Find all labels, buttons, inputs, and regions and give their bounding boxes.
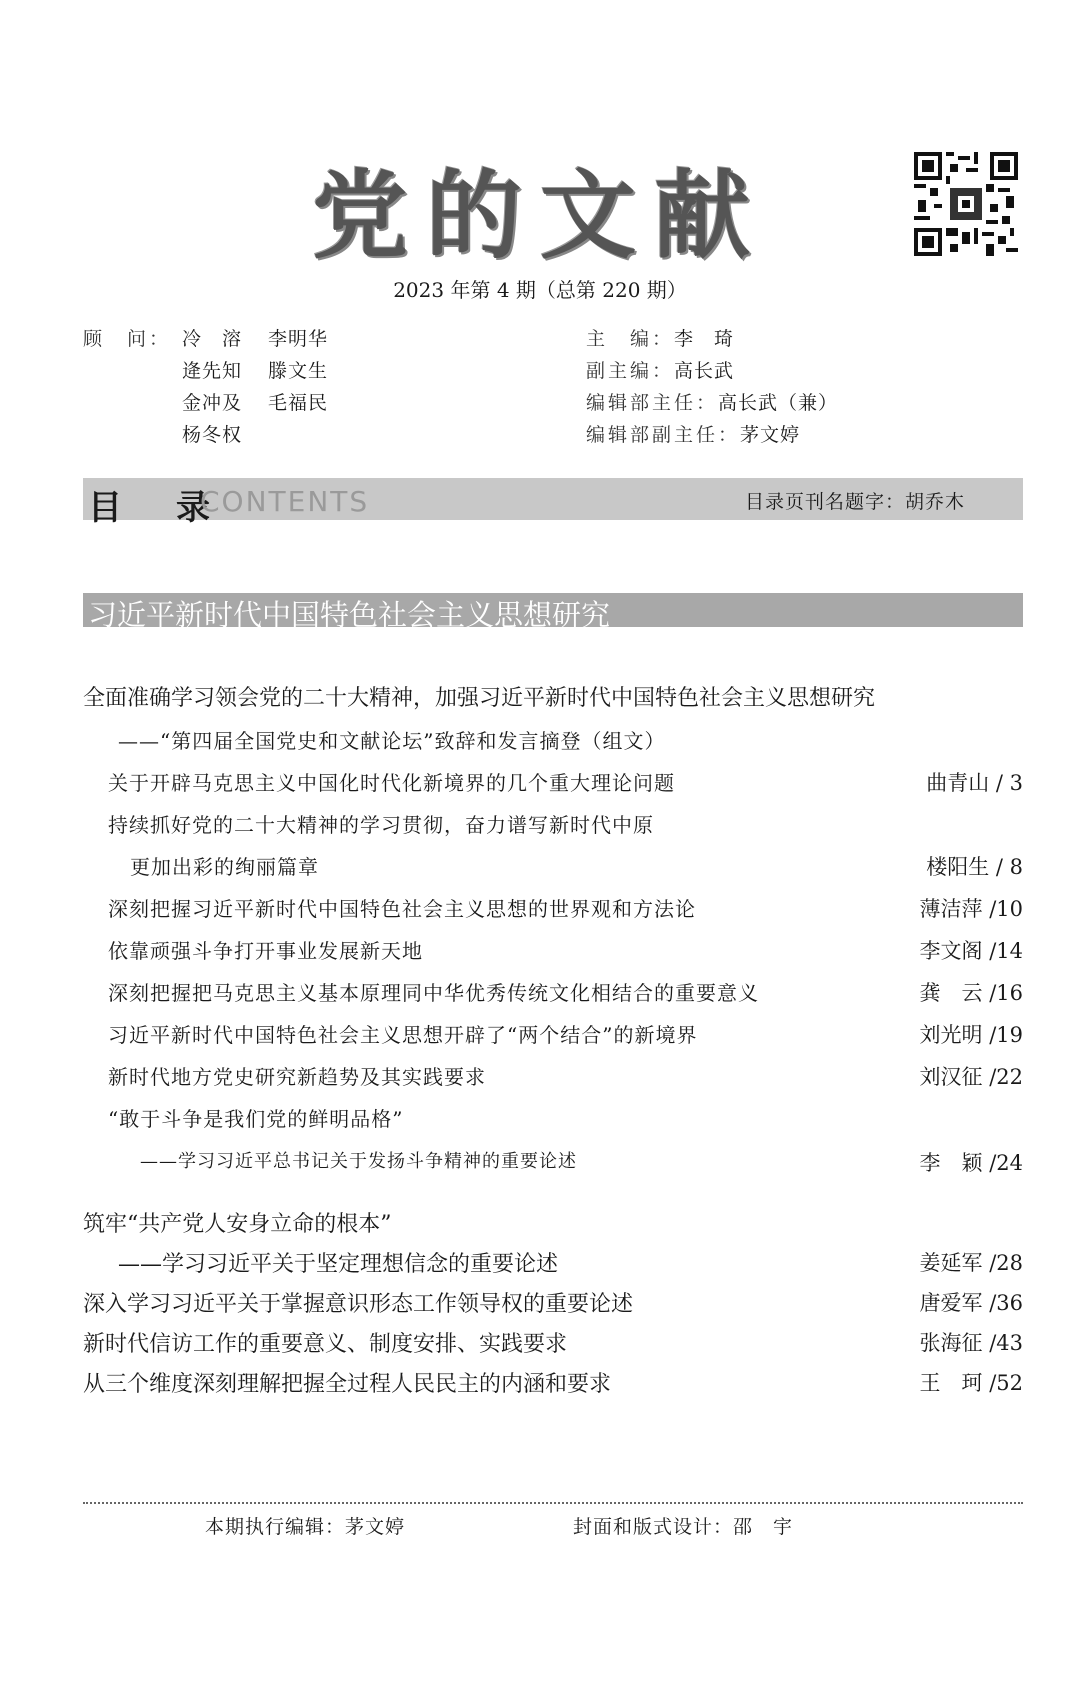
toc-title-en: CONTENTS <box>200 485 370 518</box>
toc-entry-title: 持续抓好党的二十大精神的学习贯彻，奋力谱写新时代中原 <box>108 813 654 837</box>
article-title: 从三个维度深刻理解把握全过程人民民主的内涵和要求 <box>83 1372 612 1397</box>
toc-entry-title: 依靠顽强斗争打开事业发展新天地 <box>108 939 423 963</box>
deputy-editor: 副主编：高长武 <box>586 360 735 382</box>
toc-entry-subtitle: ——学习习近平总书记关于发扬斗争精神的重要论述 <box>140 1151 577 1172</box>
toc-entry-title: “敢于斗争是我们党的鲜明品格” <box>108 1107 404 1131</box>
dept-director: 编辑部主任：高长武（兼） <box>586 392 839 414</box>
section-title: 习近平新时代中国特色社会主义思想研究 <box>88 598 611 632</box>
advisor-name: 滕文生 <box>268 360 329 382</box>
advisor-name: 冷 溶 <box>182 328 243 350</box>
toc-entry-title: 关于开辟马克思主义中国化时代化新境界的几个重大理论问题 <box>108 771 675 795</box>
advisors-label: 顾 问： <box>83 328 172 350</box>
exec-editor: 本期执行编辑：茅文婷 <box>205 1516 406 1538</box>
footer-divider <box>83 1502 1023 1504</box>
article-subtitle: ——学习习近平关于坚定理想信念的重要论述 <box>118 1252 559 1277</box>
toc-entry-author: 楼阳生 / 8 <box>926 855 1023 879</box>
toc-entry-title: 新时代地方党史研究新趋势及其实践要求 <box>108 1065 486 1089</box>
toc-entry-title: 更加出彩的绚丽篇章 <box>130 855 319 879</box>
article-author: 王 珂 /52 <box>919 1371 1023 1395</box>
design-credit: 封面和版式设计：邵 宇 <box>573 1516 794 1538</box>
toc-entry-author: 薄洁萍 /10 <box>919 897 1023 921</box>
qr-code-icon <box>914 152 1018 256</box>
toc-entry-author: 李 颖 /24 <box>919 1151 1023 1175</box>
advisor-name: 逄先知 <box>182 360 243 382</box>
article-author: 唐爱军 /36 <box>919 1291 1023 1315</box>
calligraphy-credit: 目录页刊名题字：胡乔木 <box>745 491 966 513</box>
advisor-name: 李明华 <box>268 328 329 350</box>
toc-entry-title: 深刻把握习近平新时代中国特色社会主义思想的世界观和方法论 <box>108 897 696 921</box>
issue-number: 2023 年第 4 期（总第 220 期） <box>393 278 687 302</box>
toc-entry-title: 深刻把握把马克思主义基本原理同中华优秀传统文化相结合的重要意义 <box>108 981 759 1005</box>
dept-deputy-director: 编辑部副主任：茅文婷 <box>586 424 801 446</box>
advisor-name: 杨冬权 <box>182 424 243 446</box>
journal-title: 党的文献 <box>312 159 768 272</box>
toc-entry-author: 曲青山 / 3 <box>926 771 1023 795</box>
advisor-name: 毛福民 <box>268 392 329 414</box>
toc-entry-author: 刘汉征 /22 <box>919 1065 1023 1089</box>
toc-entry-author: 刘光明 /19 <box>919 1023 1023 1047</box>
lead-article-title: 全面准确学习领会党的二十大精神，加强习近平新时代中国特色社会主义思想研究 <box>83 686 876 711</box>
article-title: 新时代信访工作的重要意义、制度安排、实践要求 <box>83 1332 568 1357</box>
chief-editor: 主 编：李 琦 <box>586 328 735 350</box>
toc-entry-title: 习近平新时代中国特色社会主义思想开辟了“两个结合”的新境界 <box>108 1023 698 1047</box>
article-title: 筑牢“共产党人安身立命的根本” <box>83 1212 392 1237</box>
article-author: 张海征 /43 <box>919 1331 1023 1355</box>
toc-title: 目 录 <box>88 488 220 528</box>
article-title: 深入学习习近平关于掌握意识形态工作领导权的重要论述 <box>83 1292 634 1317</box>
article-author: 姜延军 /28 <box>919 1251 1023 1275</box>
toc-entry-author: 李文阁 /14 <box>919 939 1023 963</box>
lead-article-subtitle: ——“第四届全国党史和文献论坛”致辞和发言摘登（组文） <box>118 729 666 753</box>
toc-entry-author: 龚 云 /16 <box>919 981 1023 1005</box>
advisor-name: 金冲及 <box>182 392 243 414</box>
